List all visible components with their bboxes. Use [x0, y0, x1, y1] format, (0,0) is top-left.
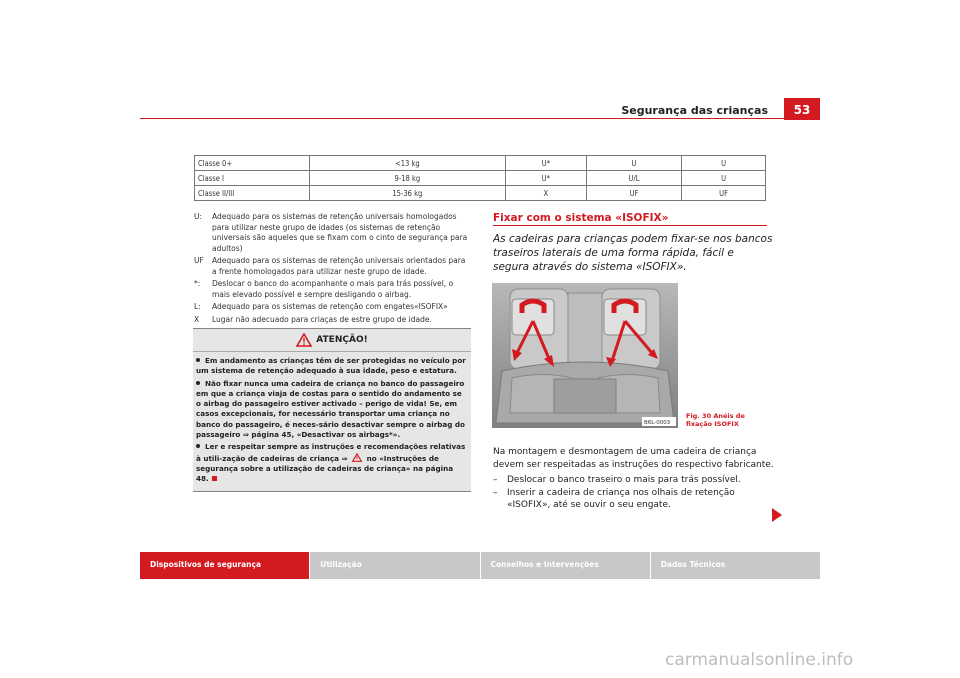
table-cell: UF — [682, 186, 766, 201]
table-cell: UF — [586, 186, 681, 201]
table-row — [195, 171, 766, 186]
step-item — [493, 487, 775, 512]
step-item — [493, 474, 775, 487]
dash-marker: – — [493, 475, 498, 485]
warning-body — [193, 352, 471, 485]
step-text: Inserir a cadeira de criança nos olhais de retenção «ISOFIX», até se ouvir o seu engate. — [507, 487, 735, 510]
figure-caption: Fig. 30 Anéis de fixação ISOFIX — [686, 412, 745, 428]
section-intro: As cadeiras para crianças podem fixar-se nos bancos traseiros laterais de uma forma rápida, fácil e segura através do sistema «ISOFIX». — [493, 233, 773, 273]
footer-tab-conselhos[interactable]: Conselhos e Intervenções — [480, 552, 650, 579]
warning-text: Ler e respeitar sempre as instruções e recomendações relativas à utili-zação de cadeiras de criança ⇒ — [196, 442, 466, 463]
legend-text: Adequado para os sistemas de retenção universais homologados para utilizar neste grupo de idades (os sistemas de retenção universais são aqueles que se fixam com o cinto de segurança para adultos) — [212, 212, 468, 253]
bullet-icon — [196, 358, 200, 362]
warning-title: ATENÇÃO! — [316, 335, 368, 345]
instructions — [493, 446, 775, 512]
legend-item — [194, 302, 470, 313]
page-number: 53 — [784, 98, 820, 120]
legend-key: UF — [194, 256, 204, 265]
table-cell: U* — [505, 156, 586, 171]
table-cell: Classe 0+ — [195, 156, 310, 171]
legend-text: Lugar não adecuado para criaças de estre grupo de idade. — [212, 314, 432, 324]
warning-item — [196, 356, 468, 377]
table-cell: U — [586, 156, 681, 171]
table-cell: Classe I — [195, 171, 310, 186]
legend-item — [194, 315, 470, 326]
warning-item — [196, 442, 468, 484]
bullet-icon — [196, 381, 200, 385]
section-title: Fixar com o sistema «ISOFIX» — [493, 212, 669, 224]
table-legend — [194, 212, 470, 327]
end-marker-icon — [212, 476, 217, 481]
continue-arrow-icon — [772, 508, 782, 522]
paragraph: Na montagem e desmontagem de uma cadeira de criança devem ser respeitadas as instruções do respectivo fabricante. — [493, 447, 774, 470]
bullet-icon — [196, 444, 200, 448]
table-cell: U* — [505, 171, 586, 186]
warning-text: Em andamento as crianças têm de ser protegidas no veículo por um sistema de retenção adequado à sua idade, peso e estatura. — [196, 356, 466, 376]
child-seat-class-table — [194, 155, 766, 201]
table-cell: U — [682, 156, 766, 171]
footer-tab-utilizacao[interactable]: Utilização — [309, 552, 479, 579]
legend-key: *: — [194, 279, 201, 288]
warning-header — [193, 329, 471, 352]
legend-item — [194, 256, 470, 277]
footer-nav — [140, 552, 820, 579]
warning-triangle-icon — [296, 333, 312, 347]
header-divider — [140, 118, 820, 119]
rear-seat-illustration — [492, 283, 678, 428]
legend-text: Adequado para os sistemas de retenção universais orientados para a frente homologados para utilizar neste grupo de idade. — [212, 256, 466, 276]
step-text: Deslocar o banco traseiro o mais para trás possível. — [507, 475, 741, 485]
warning-text: no «Instruções de segurança sobre a utilização de cadeiras de criança» na página 48. — [196, 453, 454, 484]
page-header-title: Segurança das crianças — [621, 104, 768, 117]
warning-box — [193, 328, 471, 492]
footer-tab-dispositivos[interactable]: Dispositivos de segurança — [140, 552, 309, 579]
legend-key: U: — [194, 212, 203, 221]
legend-text: Deslocar o banco do acompanhante o mais para trás possível, o mais elevado possível e sempre desligando o airbag. — [212, 279, 454, 299]
footer-tab-dados[interactable]: Dados Técnicos — [650, 552, 820, 579]
table-row — [195, 186, 766, 201]
figure-code: B6L-0003 — [644, 420, 671, 426]
table-row — [195, 156, 766, 171]
legend-key: X — [194, 314, 200, 324]
legend-item — [194, 212, 470, 254]
table-cell: X — [505, 186, 586, 201]
legend-text: Adequado para os sistemas de retenção com engates«ISOFIX» — [212, 302, 448, 311]
warning-item — [196, 379, 468, 441]
warning-text: Não fixar nunca uma cadeira de criança no banco do passageiro em que a criança viaja de costas para o sentido do andamento se o airbag do passageiro estiver activado – perigo de vida! Se, em casos excepcionais, for necessário transportar uma criança no banco do passageiro, é neces-sário desactivar sempre o airbag do passageiro ⇒ página 45, «Desactivar os airbags*». — [196, 378, 465, 440]
dash-marker: – — [493, 487, 498, 498]
table-cell: <13 kg — [310, 156, 506, 171]
isofix-figure-image — [492, 283, 678, 428]
table-cell: U — [682, 171, 766, 186]
watermark: carmanualsonline.info — [665, 650, 854, 670]
legend-item — [194, 279, 470, 300]
table-cell: Classe II/III — [195, 186, 310, 201]
table-cell: U/L — [586, 171, 681, 186]
warning-triangle-icon — [352, 453, 362, 462]
table-cell: 9-18 kg — [310, 171, 506, 186]
legend-key: L: — [194, 302, 201, 311]
section-divider — [493, 225, 767, 226]
table-cell: 15-36 kg — [310, 186, 506, 201]
